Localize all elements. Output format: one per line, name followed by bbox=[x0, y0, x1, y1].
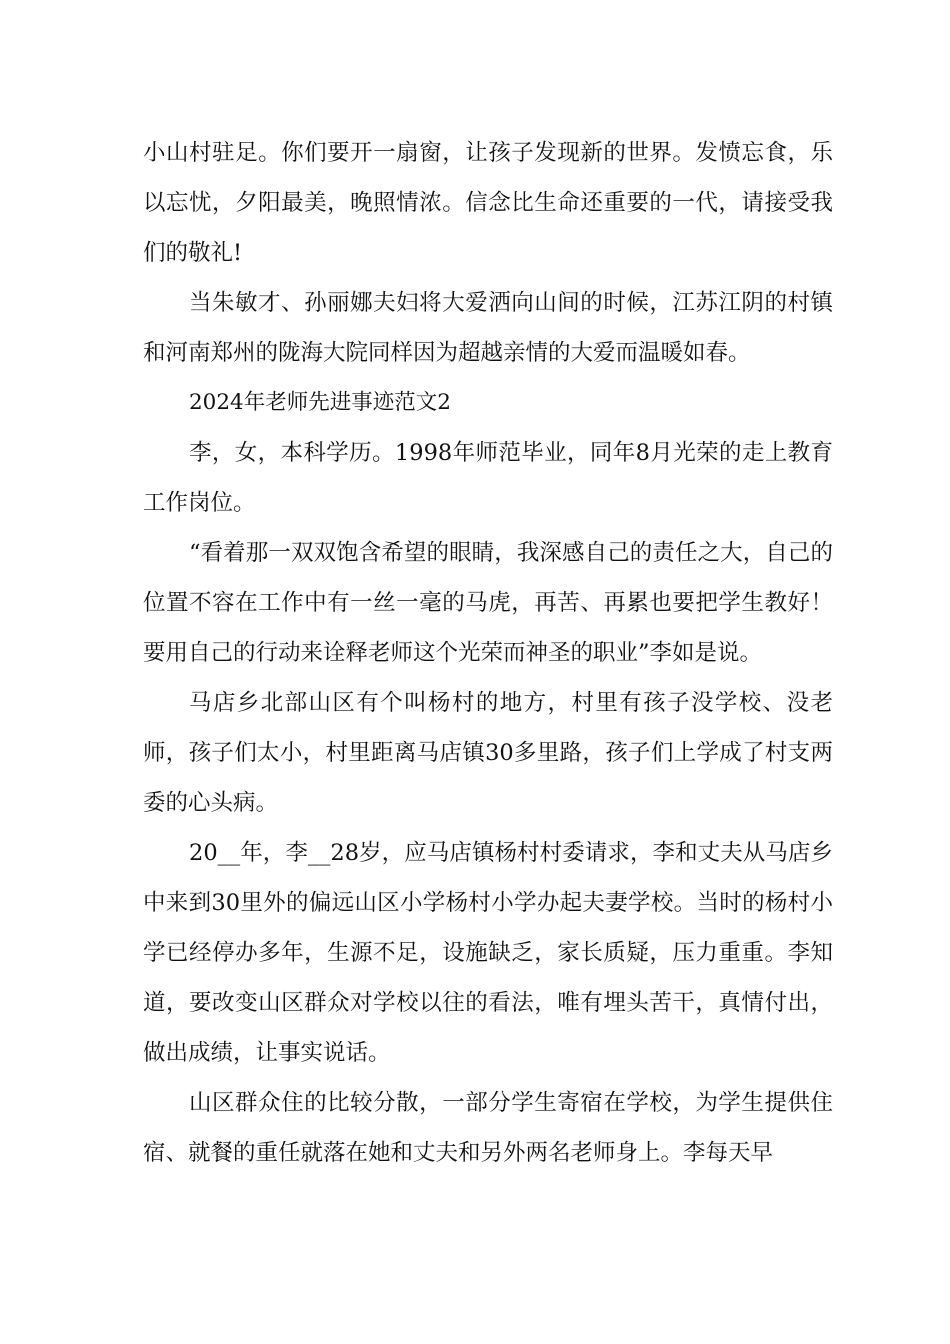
paragraph-3: 李，女，本科学历。1998年师范毕业，同年8月光荣的走上教育工作岗位。 bbox=[143, 440, 833, 516]
paragraph-4: “看着那一双双饱含希望的眼睛，我深感自己的责任之大，自己的位置不容在工作中有一丝一毫的马虎，再苦、再累也要把学生教好！要用自己的行动来诠释老师这个光荣而神圣的职业”李如是说。 bbox=[143, 540, 833, 666]
section-heading: 2024年老师先进事迹范文2 bbox=[189, 390, 451, 415]
paragraph-1: 小山村驻足。你们要开一扇窗，让孩子发现新的世界。发愤忘食，乐以忘忧，夕阳最美，晚照情浓。信念比生命还重要的一代，请接受我们的敬礼! bbox=[143, 140, 833, 266]
paragraph-7: 山区群众住的比较分散，一部分学生寄宿在学校，为学生提供住宿、就餐的重任就落在她和丈夫和另外两名老师身上。李每天早 bbox=[143, 1090, 833, 1166]
paragraph-5: 马店乡北部山区有个叫杨村的地方，村里有孩子没学校、没老师，孩子们太小，村里距离马店镇30多里路，孩子们上学成了村支两委的心头病。 bbox=[143, 690, 833, 816]
document-body bbox=[143, 128, 833, 1178]
paragraph-2: 当朱敏才、孙丽娜夫妇将大爱洒向山间的时候，江苏江阴的村镇和河南郑州的陇海大院同样因为超越亲情的大爱而温暖如春。 bbox=[143, 290, 833, 366]
paragraph-6: 20__年，李__28岁，应马店镇杨村村委请求，李和丈夫从马店乡中来到30里外的偏远山区小学杨村小学办起夫妻学校。当时的杨村小学已经停办多年，生源不足，设施缺乏，家长质疑，压力重重。李知道，要改变山区群众对学校以往的看法，唯有埋头苦干，真情付出，做出成绩，让事实说话。 bbox=[143, 840, 833, 1066]
